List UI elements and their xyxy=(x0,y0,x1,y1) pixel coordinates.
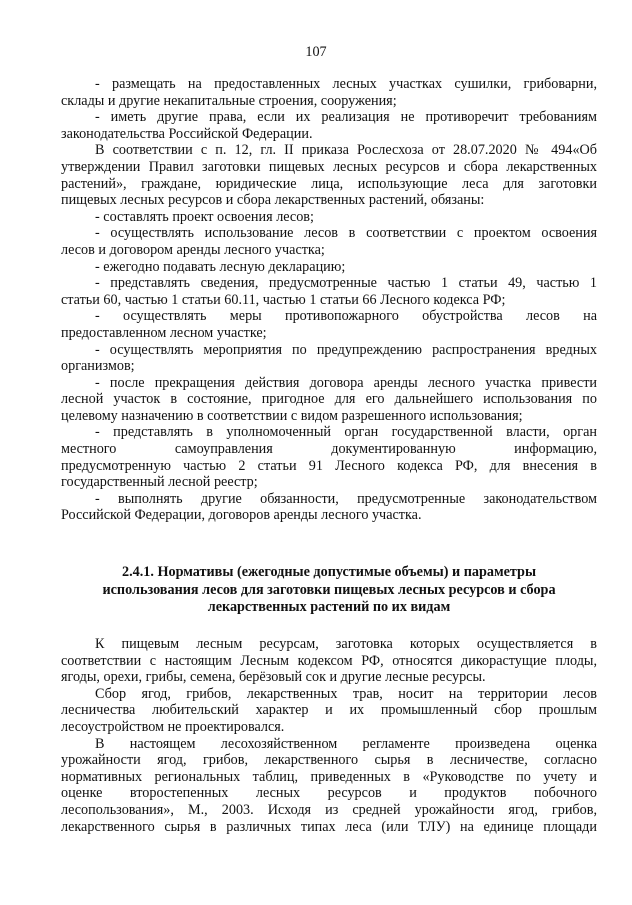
heading-line: лекарственных растений по их видам xyxy=(207,599,451,615)
text-line: урожайности ягод, грибов, лекарственного сырья в лесничестве, согласно xyxy=(61,752,597,769)
body-text-block xyxy=(61,636,597,835)
text-line: - осуществлять меры противопожарного обустройства лесов на xyxy=(95,308,597,325)
text-line: пищевых лесных ресурсов и сбора лекарственных растений, обязаны: xyxy=(61,192,485,209)
text-line: государственный лесной реестр; xyxy=(61,474,258,491)
text-line: лесной участок в состояние, пригодное для его дальнейшего использования по xyxy=(61,391,597,408)
text-line: К пищевым лесным ресурсам, заготовка которых осуществляется в xyxy=(95,636,597,652)
text-line: утверждении Правил заготовки пищевых лесных ресурсов и сбора лекарственных xyxy=(61,158,597,175)
text-line: статьи 60, частью 1 статьи 60.11, частью 1 статьи 66 Лесного кодекса РФ; xyxy=(61,291,506,308)
text-line: организмов; xyxy=(61,358,135,375)
text-line: - ежегодно подавать лесную декларацию; xyxy=(95,258,346,275)
text-line: нормативных региональных таблиц, приведенных в «Руководстве по учету и xyxy=(61,768,597,785)
text-line: склады и другие некапитальные строения, сооружения; xyxy=(61,92,397,109)
text-line: - осуществлять использование лесов в соответствии с проектом освоения xyxy=(95,225,597,242)
text-line: соответствии с настоящим Лесным кодексом РФ, относятся дикорастущие плоды, xyxy=(61,652,597,669)
text-line: лесопользования», М., 2003. Исходя из средней урожайности ягод, грибов, xyxy=(61,801,597,818)
text-line: - представлять сведения, предусмотренные частью 1 статьи 49, частью 1 xyxy=(95,275,597,292)
body-text-block xyxy=(61,76,597,524)
text-line: - после прекращения действия договора аренды лесного участка привести xyxy=(95,374,597,391)
text-line: оценке второстепенных лесных ресурсов и продуктов побочного xyxy=(61,785,597,802)
text-line: В настоящем лесохозяйственном регламенте произведена оценка xyxy=(95,735,597,752)
text-line: - иметь другие права, если их реализация не противоречит требованиям xyxy=(95,109,597,126)
heading-line: использования лесов для заготовки пищевых лесных ресурсов и сбора xyxy=(102,581,556,598)
text-line: целевому назначению в соответствии с видом разрешенного использования; xyxy=(61,407,523,424)
text-line: лекарственного сырья в различных типах леса (или ТЛУ) на единице площади xyxy=(61,818,597,835)
page-number: 107 xyxy=(305,44,327,60)
text-line: Российской Федерации, договоров аренды лесного участка. xyxy=(61,507,422,524)
text-line: - составлять проект освоения лесов; xyxy=(95,208,314,225)
text-line: ягоды, орехи, грибы, семена, берёзовый сок и другие лесные ресурсы. xyxy=(61,669,486,686)
text-line: - размещать на предоставленных лесных участках сушилки, грибоварни, xyxy=(95,76,597,92)
text-line: предусмотренную частью 2 статьи 91 Лесного кодекса РФ, для внесения в xyxy=(61,457,597,474)
text-line: законодательства Российской Федерации. xyxy=(61,125,313,142)
text-line: предоставленном лесном участке; xyxy=(61,324,267,341)
text-line: лесов и договором аренды лесного участка; xyxy=(61,241,325,258)
text-line: растений», граждане, юридические лица, использующие леса для заготовки xyxy=(61,175,597,192)
text-line: В соответствии с п. 12, гл. II приказа Рослесхоза от 28.07.2020 № 494«Об xyxy=(95,142,597,159)
text-line: - осуществлять мероприятия по предупреждению распространения вредных xyxy=(95,341,597,358)
text-line: Сбор ягод, грибов, лекарственных трав, носит на территории лесов xyxy=(95,685,597,702)
text-line: лесничества любительский характер и их промышленный сбор прошлым xyxy=(61,702,597,719)
text-line: - выполнять другие обязанности, предусмотренные законодательством xyxy=(95,490,597,507)
section-heading xyxy=(61,564,597,617)
text-line: лесоустройством не проектировался. xyxy=(61,718,285,735)
text-line: местного самоуправления документированную информацию, xyxy=(61,441,597,458)
text-line: - представлять в уполномоченный орган государственной власти, орган xyxy=(95,424,597,441)
heading-line: 2.4.1. Нормативы (ежегодные допустимые объемы) и параметры xyxy=(121,564,537,580)
